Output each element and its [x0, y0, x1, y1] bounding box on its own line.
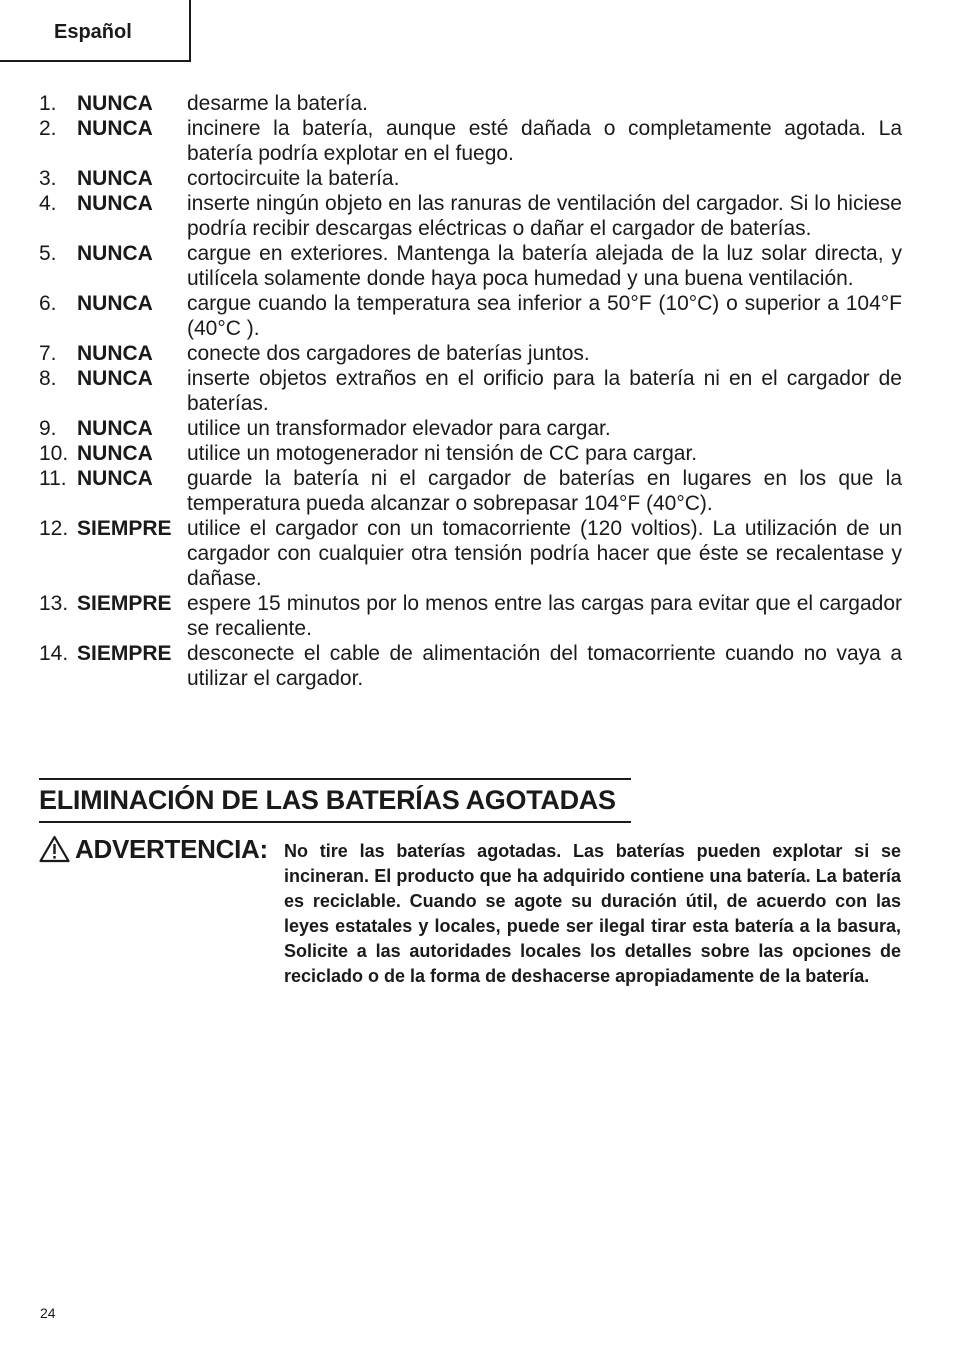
list-item: [39, 466, 902, 516]
list-item: [39, 516, 902, 591]
safety-rules-list: [39, 91, 902, 691]
list-item: [39, 416, 902, 441]
item-number: 13.: [39, 592, 69, 615]
list-item: [39, 241, 902, 291]
item-number: 7.: [39, 342, 57, 365]
list-item: [39, 166, 902, 191]
item-number: 8.: [39, 367, 57, 390]
item-keyword: SIEMPRE: [77, 517, 172, 540]
list-item: [39, 291, 902, 341]
item-text: espere 15 minutos por lo menos entre las cargas para evitar que el cargador se recaliente.: [187, 592, 902, 640]
item-number: 11.: [39, 467, 67, 490]
language-tab: [0, 0, 191, 62]
section-title: ELIMINACIÓN DE LAS BATERÍAS AGOTADAS: [39, 785, 616, 815]
item-text: incinere la batería, aunque esté dañada o completamente agotada. La batería podría explotar en el fuego.: [187, 117, 902, 165]
language-label: Español: [54, 21, 132, 43]
item-text: desarme la batería.: [187, 92, 368, 115]
item-keyword: SIEMPRE: [77, 642, 172, 665]
item-text: conecte dos cargadores de baterías juntos.: [187, 342, 590, 365]
item-text: desconecte el cable de alimentación del tomacorriente cuando no vaya a utilizar el cargador.: [187, 642, 902, 690]
item-text: inserte ningún objeto en las ranuras de ventilación del cargador. Si lo hiciese podría recibir descargas eléctricas o dañar el cargador de baterías.: [187, 192, 902, 240]
list-item: [39, 591, 902, 641]
list-item: [39, 441, 902, 466]
item-keyword: NUNCA: [77, 292, 153, 315]
warning-triangle-icon: [39, 835, 70, 863]
item-number: 2.: [39, 117, 57, 140]
item-number: 14.: [39, 642, 69, 665]
item-number: 1.: [39, 92, 57, 115]
item-number: 4.: [39, 192, 57, 215]
list-item: [39, 191, 902, 241]
list-item: [39, 116, 902, 166]
list-item: [39, 91, 902, 116]
section-heading-box: [39, 778, 631, 823]
item-number: 6.: [39, 292, 57, 315]
item-text: utilice el cargador con un tomacorriente (120 voltios). La utilización de un cargador con cualquier otra tensión podría hacer que éste se recalentase y dañase.: [187, 517, 902, 590]
item-keyword: NUNCA: [77, 92, 153, 115]
item-number: 5.: [39, 242, 57, 265]
item-text: utilice un motogenerador ni tensión de CC para cargar.: [187, 442, 698, 465]
item-number: 9.: [39, 417, 57, 440]
item-text: cargue en exteriores. Mantenga la batería alejada de la luz solar directa, y utilícela solamente donde haya poca humedad y una buena ventilación.: [187, 242, 902, 290]
item-keyword: NUNCA: [77, 467, 153, 490]
item-number: 12.: [39, 517, 69, 540]
item-keyword: NUNCA: [77, 192, 153, 215]
item-keyword: SIEMPRE: [77, 592, 172, 615]
item-text: utilice un transformador elevador para cargar.: [187, 417, 611, 440]
item-number: 10.: [39, 442, 69, 465]
list-item: [39, 366, 902, 416]
list-item: [39, 641, 902, 691]
page-number: 24: [40, 1305, 56, 1321]
item-text: cortocircuite la batería.: [187, 167, 400, 190]
item-keyword: NUNCA: [77, 117, 153, 140]
item-keyword: NUNCA: [77, 417, 153, 440]
item-keyword: NUNCA: [77, 167, 153, 190]
item-keyword: NUNCA: [77, 242, 153, 265]
item-text: cargue cuando la temperatura sea inferior a 50°F (10°C) o superior a 104°F (40°C ).: [187, 292, 902, 340]
list-item: [39, 341, 902, 366]
item-text: inserte objetos extraños en el orificio para la batería ni en el cargador de baterías.: [187, 367, 902, 415]
item-number: 3.: [39, 167, 57, 190]
item-keyword: NUNCA: [77, 342, 153, 365]
warning-heading: ADVERTENCIA:: [75, 833, 268, 864]
item-keyword: NUNCA: [77, 367, 153, 390]
item-keyword: NUNCA: [77, 442, 153, 465]
warning-label: [39, 834, 268, 864]
warning-text: No tire las baterías agotadas. Las baterías pueden explotar si se incineran. El producto que ha adquirido contiene una batería. La batería es reciclable. Cuando se agote su duración útil, de acuerdo con las leyes estatales y locales, puede ser ilegal tirar esta batería a la basura, Solicite a las autoridades locales los detalles sobre las opciones de reciclado o de la forma de deshacerse apropiadamente de la batería.: [284, 841, 901, 986]
item-text: guarde la batería ni el cargador de baterías en lugares en los que la temperatura pueda alcanzar o sobrepasar 104°F (40°C).: [187, 467, 902, 515]
